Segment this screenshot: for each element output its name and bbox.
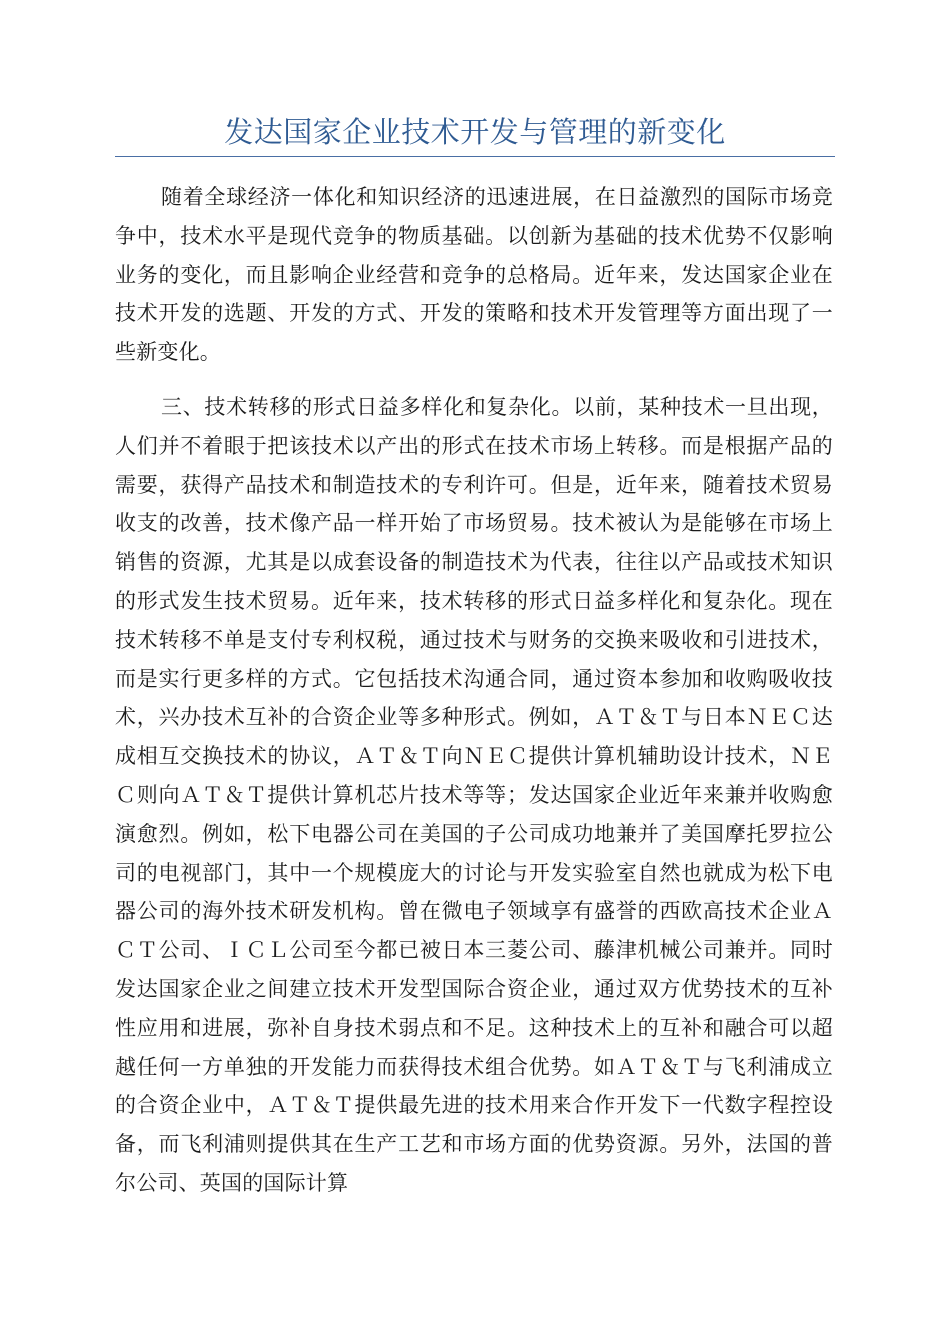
section-three-paragraph: 三、技术转移的形式日益多样化和复杂化。以前，某种技术一旦出现，人们并不着眼于把该技术以产出的形式在技术市场上转移。而是根据产品的需要，获得产品技术和制造技术的专利许可。但是，近年来，随着技术贸易收支的改善，技术像产品一样开始了市场贸易。技术被认为是能够在市场上销售的资源，尤其是以成套设备的制造技术为代表，往往以产品或技术知识的形式发生技术贸易。近年来，技术转移的形式日益多样化和复杂化。现在技术转移不单是支付专利权税，通过技术与财务的交换来吸收和引进技术，而是实行更多样的方式。它包括技术沟通合同，通过资本参加和收购吸收技术，兴办技术互补的合资企业等多种形式。例如，ＡＴ＆Ｔ与日本ＮＥＣ达成相互交换技术的协议，ＡＴ＆Ｔ向ＮＥＣ提供计算机辅助设计技术，ＮＥＣ则向ＡＴ＆Ｔ提供计算机芯片技术等等；发达国家企业近年来兼并收购愈演愈烈。例如，松下电器公司在美国的子公司成功地兼并了美国摩托罗拉公司的电视部门，其中一个规模庞大的讨论与开发实验室自然也就成为松下电器公司的海外技术研发机构。曾在微电子领域享有盛誉的西欧高技术企业ＡＣＴ公司、ＩＣＬ公司至今都已被日本三菱公司、藤津机械公司兼并。同时发达国家企业之间建立技术开发型国际合资企业，通过双方优势技术的互补性应用和进展，弥补自身技术弱点和不足。这种技术上的互补和融合可以超越任何一方单独的开发能力而获得技术组合优势。如ＡＴ＆Ｔ与飞利浦成立的合资企业中，ＡＴ＆Ｔ提供最先进的技术用来合作开发下一代数字程控设备，而飞利浦则提供其在生产工艺和市场方面的优势资源。另外，法国的普尔公司、英国的国际计算: [115, 394, 833, 1195]
document-body: [115, 178, 833, 1203]
title-block: [115, 112, 835, 157]
intro-paragraph: 随着全球经济一体化和知识经济的迅速进展，在日益激烈的国际市场竞争中，技术水平是现代竞争的物质基础。以创新为基础的技术优势不仅影响业务的变化，而且影响企业经营和竞争的总格局。近年来，发达国家企业在技术开发的选题、开发的方式、开发的策略和技术开发管理等方面出现了一些新变化。: [115, 185, 833, 365]
document-title: 发达国家企业技术开发与管理的新变化: [224, 115, 726, 149]
